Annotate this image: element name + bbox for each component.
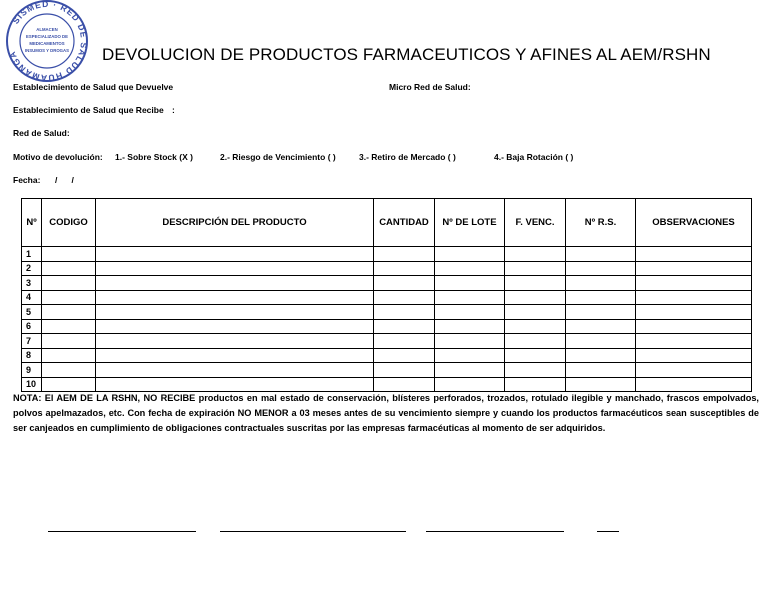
table-cell [42, 334, 96, 349]
table-row [22, 276, 752, 291]
table-cell [435, 305, 505, 320]
col-header-rs: Nº R.S. [566, 199, 636, 247]
table-cell [566, 377, 636, 392]
table-header-row [22, 199, 752, 247]
table-cell [636, 276, 752, 291]
table-row [22, 261, 752, 276]
table-row [22, 363, 752, 378]
table-cell [505, 247, 566, 262]
table-cell [435, 276, 505, 291]
table-cell [566, 261, 636, 276]
table-cell [435, 363, 505, 378]
table-row [22, 348, 752, 363]
table-cell [505, 348, 566, 363]
row-number: 6 [22, 319, 42, 334]
table-cell [42, 319, 96, 334]
table-cell [374, 334, 435, 349]
table-cell [96, 363, 374, 378]
table-cell [435, 261, 505, 276]
col-header-f-venc: F. VENC. [505, 199, 566, 247]
table-cell [374, 363, 435, 378]
motivo-option-baja-rotacion: 4.- Baja Rotación ( ) [494, 152, 574, 162]
motivo-label: Motivo de devolución: [13, 152, 103, 162]
table-cell [96, 305, 374, 320]
table-cell [42, 247, 96, 262]
col-header-numero: Nº [22, 199, 42, 247]
table-cell [566, 334, 636, 349]
col-header-lote: Nº DE LOTE [435, 199, 505, 247]
table-cell [435, 377, 505, 392]
table-cell [505, 377, 566, 392]
nota-text: NOTA: El AEM DE LA RSHN, NO RECIBE productos en mal estado de conservación, blísteres perforados, trozados, rotulado ilegible y manchado, frascos empolvados, polvos apelmazados, etc. Con fecha de expiración NO MENOR a 03 meses antes de su vencimiento siempre y cuando los productos farmacéuticos sean susceptibles de ser canjeados en cumplimiento de obligaciones contractuales suscritas por las empresas farmacéuticas al momento de ser adquiridos. [13, 393, 759, 433]
table-cell [566, 363, 636, 378]
table-cell [636, 247, 752, 262]
table-cell [374, 276, 435, 291]
establecimiento-recibe-label: Establecimiento de Salud que Recibe [13, 105, 164, 115]
table-row [22, 247, 752, 262]
table-cell [96, 290, 374, 305]
table-cell [374, 348, 435, 363]
table-cell [566, 290, 636, 305]
svg-text:INSUMOS Y DROGAS: INSUMOS Y DROGAS [24, 48, 70, 53]
table-cell [96, 348, 374, 363]
table-cell [636, 363, 752, 378]
table-cell [42, 261, 96, 276]
table-cell [636, 319, 752, 334]
fecha-value: / / [55, 175, 74, 185]
row-number: 4 [22, 290, 42, 305]
table-cell [505, 319, 566, 334]
table-cell [505, 276, 566, 291]
table-cell [96, 247, 374, 262]
red-de-salud-label: Red de Salud: [13, 128, 70, 138]
col-header-cantidad: CANTIDAD [374, 199, 435, 247]
table-cell [435, 319, 505, 334]
table-cell [636, 305, 752, 320]
table-cell [374, 290, 435, 305]
row-number: 10 [22, 377, 42, 392]
signature-line [220, 531, 406, 532]
table-body [22, 247, 752, 392]
table-cell [374, 305, 435, 320]
table-cell [566, 319, 636, 334]
table-cell [374, 319, 435, 334]
row-number: 7 [22, 334, 42, 349]
micro-red-label: Micro Red de Salud: [389, 82, 471, 92]
recibe-separator: : [172, 105, 175, 115]
table-cell [566, 276, 636, 291]
signature-line [597, 531, 619, 532]
table-cell [374, 377, 435, 392]
motivo-option-riesgo-vencimiento: 2.- Riesgo de Vencimiento ( ) [220, 152, 336, 162]
table-cell [374, 261, 435, 276]
motivo-option-sobre-stock: 1.- Sobre Stock (X ) [115, 152, 193, 162]
table-cell [435, 247, 505, 262]
table-row [22, 334, 752, 349]
table-cell [42, 348, 96, 363]
row-number: 8 [22, 348, 42, 363]
table-cell [505, 305, 566, 320]
table-cell [42, 363, 96, 378]
table-cell [636, 261, 752, 276]
sismed-stamp [0, 0, 94, 82]
table-row [22, 305, 752, 320]
row-number: 5 [22, 305, 42, 320]
table-cell [435, 348, 505, 363]
table-cell [566, 247, 636, 262]
table-cell [96, 334, 374, 349]
table-cell [435, 334, 505, 349]
signature-line [48, 531, 196, 532]
table-cell [505, 363, 566, 378]
table-cell [42, 305, 96, 320]
row-number: 3 [22, 276, 42, 291]
table-cell [505, 334, 566, 349]
table-cell [435, 290, 505, 305]
table-cell [636, 334, 752, 349]
table-cell [505, 290, 566, 305]
products-table [21, 198, 752, 392]
establecimiento-devuelve-label: Establecimiento de Salud que Devuelve [13, 82, 174, 92]
fecha-label: Fecha: [13, 175, 41, 185]
col-header-descripcion: DESCRIPCIÓN DEL PRODUCTO [96, 199, 374, 247]
table-cell [42, 377, 96, 392]
col-header-codigo: CODIGO [42, 199, 96, 247]
table-cell [636, 290, 752, 305]
row-number: 2 [22, 261, 42, 276]
table-cell [96, 377, 374, 392]
table-cell [96, 276, 374, 291]
table-row [22, 290, 752, 305]
svg-text:SISMED · RED DE SALUD HUAMANGA: SISMED · RED DE SALUD HUAMANGA [6, 0, 90, 82]
table-cell [42, 276, 96, 291]
table-cell [96, 261, 374, 276]
table-cell [566, 305, 636, 320]
svg-text:MEDICAMENTOS: MEDICAMENTOS [29, 41, 65, 46]
svg-text:ESPECIALIZADO DE: ESPECIALIZADO DE [25, 34, 69, 39]
table-cell [374, 247, 435, 262]
table-cell [96, 319, 374, 334]
col-header-observaciones: OBSERVACIONES [636, 199, 752, 247]
document-title: DEVOLUCION DE PRODUCTOS FARMACEUTICOS Y AFINES AL AEM/RSHN [102, 45, 711, 64]
table-cell [505, 261, 566, 276]
table-cell [636, 348, 752, 363]
signature-line [426, 531, 564, 532]
table-cell [636, 377, 752, 392]
row-number: 9 [22, 363, 42, 378]
table-cell [566, 348, 636, 363]
motivo-option-retiro-mercado: 3.- Retiro de Mercado ( ) [359, 152, 456, 162]
row-number: 1 [22, 247, 42, 262]
table-row [22, 319, 752, 334]
table-cell [42, 290, 96, 305]
svg-text:ALMACEN: ALMACEN [36, 27, 58, 32]
table-row [22, 377, 752, 392]
